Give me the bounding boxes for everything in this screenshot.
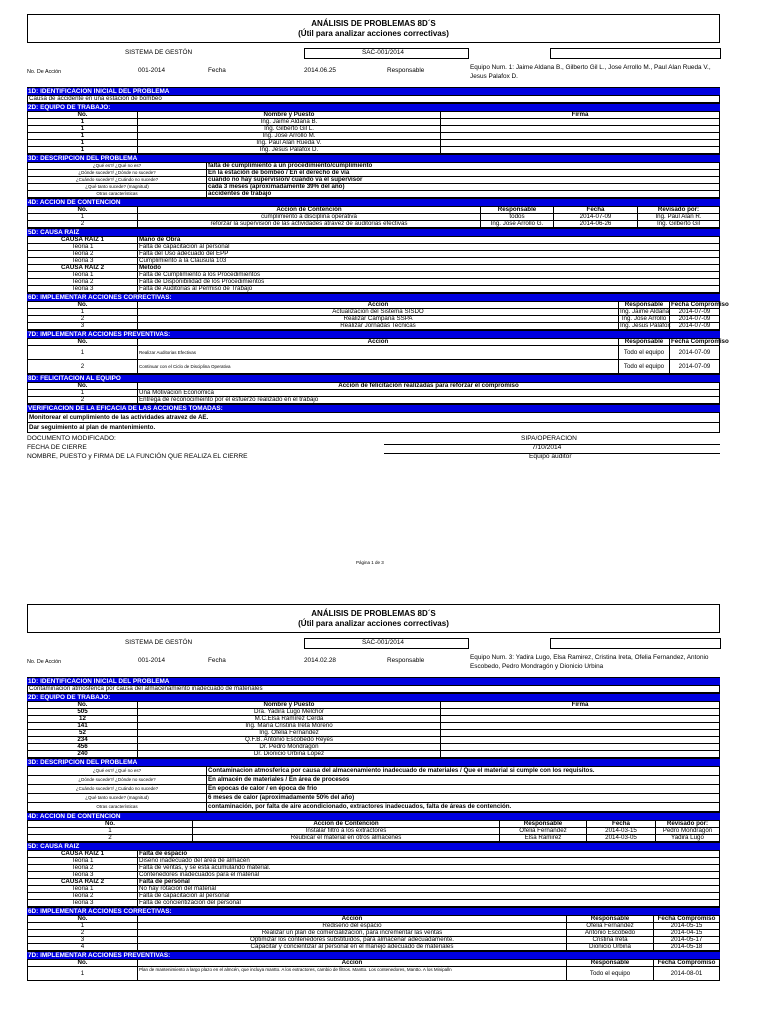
verification-table: Monitorear el cumplimiento de las actividades atravez de AE. Dar seguimiento al plan de mantenimiento. [27, 412, 720, 433]
table-row: 2 reforzar la supervisión de las actividades atravez de auditorias efectivas Ing. Jose Arrollo G. 2014-06-26 Ing. Gilberto Gil [28, 221, 720, 228]
table-row: Teoria 1 No hay rotación del material [28, 886, 720, 893]
d2-team-table: No. Nombre y Puesto Firma 1 Ing. Jaime Aldana B. 1 Ing. Gilberto Gil L. 1 Ing. Jose Arrollo M. 1 Ing. Paul Alan Rueda V. 1 Ing. Jesus Palafox D. [27, 111, 720, 154]
table-row: ¿Qué tanto sucede? (magnitud) 6 meses de calor (aproximadamente 50% del año) [28, 794, 720, 803]
d5-root-cause-table [27, 236, 720, 293]
table-row: 1 Rediseño del espacio Ofelia Fernandez 2014-05-15 [28, 923, 720, 930]
report-subtitle: (Útil para analizar acciones correctivas) [298, 29, 449, 38]
date-label: Fecha [208, 657, 226, 664]
table-row: 1 Plan de mantenimiento a largo plazo en el almcén, que incluya mantto. A los extractores, cambio de filtros. Mantto. Los contenedores, Mantto. A los Minipalln Todo el equipo 2014-08-01 [28, 967, 720, 981]
d3-description-table [27, 766, 720, 812]
report-title: ANÁLISIS DE PROBLEMAS 8D´S [311, 609, 436, 618]
report-title-box [27, 14, 720, 43]
d1-header: 1D: IDENTIFICACION INICIAL DEL PROBLEMA [27, 87, 720, 95]
table-row: ¿Qué es?/ ¿Qué no es? falta de cumplimiento a un procedimiento/cumplimiento [28, 163, 720, 170]
table-row: ¿Dónde sucede?/ ¿Dónde no sucede? En la estación de bombeo / En el derecho de via [28, 170, 720, 177]
table-row: 1 Actualizacion del Sistema SISDO Ing. Jaime Aldana 2014-07-09 [28, 309, 720, 316]
action-no: 001-2014 [138, 657, 166, 664]
table-row: 1 Ing. Jaime Aldana B. [28, 119, 720, 126]
d7-header: 7D: IMPLEMENTAR ACCIONES PREVENTIVAS: [27, 951, 720, 959]
d1-header: 1D: IDENTIFICACION INICIAL DEL PROBLEMA [27, 677, 720, 685]
table-row: Teoria 3 Cumplimiento a la Clausula 103 [28, 258, 720, 265]
d1-text: Causa de accidente en una estacion de bombeo [28, 96, 720, 103]
system-label: SISTEMA DE GESTÓN [125, 49, 193, 56]
table-row: 1 Instalar filtro a los extractores Ofelia Fernandez 2014-03-15 Pedro Mondragón [28, 828, 720, 835]
table-row: Teoria 3 Falta de concientización del personal [28, 900, 720, 907]
d6-corrective-table: No. Accion Responsable Fecha Compromiso 1 Rediseño del espacio Ofelia Fernandez 2014-05-15 2 Realizar un plan de comercialización, para incrementar las ventas Antonio Escobedo 2014-04-15 3 Optimizar los contenedores substituidos, para almacenar adecuadamente. Cristina Ireta 2014-05-17 4 Capacitar y concientizar al personal en el manejo adecuado de materiales Dionicio Urbina 2014-05-18 [27, 915, 720, 951]
system-label: SISTEMA DE GESTÓN [125, 639, 193, 646]
table-row: Teoria 2 Falta de capacitación al personal [28, 893, 720, 900]
table-row: 3 Optimizar los contenedores substituidos, para almacenar adecuadamente. Cristina Ireta 2014-05-17 [28, 937, 720, 944]
table-row: CAUSA RAIZ 1 Falta de espacio [28, 851, 720, 858]
table-row: 1 Una Motivacion Economica [28, 390, 720, 397]
d7-header: 7D: IMPLEMENTAR ACCIONES PREVENTIVAS: [27, 330, 720, 338]
d3-description-table [27, 162, 720, 198]
table-row: CAUSA RAIZ 2 Falta de personal [28, 879, 720, 886]
table-row: 4 Capacitar y concientizar al personal en el manejo adecuado de materiales Dionicio Urbina 2014-05-18 [28, 944, 720, 951]
modified-label: DOCUMENTO MODIFICADO: [27, 435, 116, 442]
d2-header: 2D: EQUIPO DE TRABAJO: [27, 103, 720, 111]
table-row: 2 Realizar Campaña SSPA Ing. Jose Arrollo 2014-07-09 [28, 316, 720, 323]
report-title: ANÁLISIS DE PROBLEMAS 8D´S [311, 19, 436, 28]
report-footer [27, 433, 720, 473]
close-date-label: FECHA DE CIERRE [27, 444, 87, 451]
table-row: 1 Ing. Jesus Palafox D. [28, 147, 720, 154]
footer-close-date: 7/10/2014 [532, 444, 562, 451]
table-row: 2 Realizar un plan de comercialización, para incrementar las ventas Antonio Escobedo 2014-04-15 [28, 930, 720, 937]
table-row: 1 Ing. Paul Alan Rueda V. [28, 140, 720, 147]
table-row: 141 Ing. María Cristina Ireta Moreno [28, 723, 720, 730]
document-code: SAC-001/2014 [362, 639, 404, 646]
d5-header: 5D: CAUSA RAIZ [27, 228, 720, 236]
table-row: 505 Dra. Yadira Lugo Melchor [28, 709, 720, 716]
document-code: SAC-001/2014 [362, 49, 404, 56]
d6-corrective-table: No. Accion Responsable Fecha Compromiso 1 Actualizacion del Sistema SISDO Ing. Jaime Aldana 2014-07-09 2 Realizar Campaña SSPA Ing. Jose Arrollo 2014-07-09 3 Realizar Jornadas Tecnicas Ing. Jesus Palafox 2014-07-09 [27, 301, 720, 330]
d7-preventive-table: No. Accion Responsable Fecha Compromiso 1 Plan de mantenimiento a largo plazo en el almcén, que incluya mantto. A los extractores, cambio de filtros. Mantto. Los contenedores, Mantto. A los Minipalln Todo el equipo 2014-08-01 [27, 959, 720, 981]
report-subtitle: (Útil para analizar acciones correctivas) [298, 619, 449, 628]
table-row: 456 Dr. Pedro Mondragón [28, 744, 720, 751]
d4-containment-table: No. Accion de Contención Responsable Fecha Revisado por: 1 Instalar filtro a los extractores Ofelia Fernandez 2014-03-15 Pedro Mondragón 2 Reubicar el material en otros almacenes Elsa Ramirez 2014-03-05 Yadira Lugo [27, 820, 720, 842]
table-row: Teoria 2 Falta de Disponibilidad de los Procedimientos [28, 279, 720, 286]
table-row: Teoria 2 Falta de ventas, y se esta acumulando material. [28, 865, 720, 872]
table-row: CAUSA RAIZ 1 Mano de Obra [28, 237, 720, 244]
report-date: 2014.06.25 [304, 67, 336, 74]
table-row: ¿Cuándo sucede?/ ¿Cuándo no sucede? cuando no hay supervision/ cuando va el supervisor [28, 177, 720, 184]
table-row: ¿Qué tanto sucede? (magnitud) cada 3 meses (aproximadamente 39% del año) [28, 184, 720, 191]
table-row: ¿Qué es?/ ¿Qué no es? Contaminacion atmosferica por causa del almacenamiento inadecuado de materiales / Que el material si cumple con los requisitos. [28, 767, 720, 776]
table-row: 2 Reubicar el material en otros almacenes Elsa Ramirez 2014-03-05 Yadira Lugo [28, 835, 720, 842]
responsible-label: Responsable [387, 657, 425, 664]
closer-label: NOMBRE, PUESTO y FIRMA DE LA FUNCIÓN QUE REALIZA EL CIERRE [27, 453, 248, 460]
d8-recognition-table: No. Acción de felicitación realizadas para reforzar el compromiso 1 Una Motivacion Economica 2 Entrega de reconocimeinto por el esfuerzo realizado en el trabajo [27, 382, 720, 404]
action-no-label: No. De Acción [27, 69, 62, 75]
footer-area: SIPA/OPERACION [521, 435, 577, 442]
d8-header: 8D: FELICITACION AL EQUIPO [27, 374, 720, 382]
report-header [27, 633, 720, 677]
table-row: 1 cumplimiento a disciplina operativa todos 2014-07-09 Ing. Paul Alan R. [28, 214, 720, 221]
table-row: 234 Q.F.B. Antonio Escobedo Reyes [28, 737, 720, 744]
action-no-label: No. De Acción [27, 659, 62, 665]
table-row: 240 Dr. Dionicio Urbina López [28, 751, 720, 758]
table-row: Otras características contaminación, por falta de aire acondicionado, extractores inadecuados, falta de áreas de contención. [28, 803, 720, 812]
d3-header: 3D: DESCRIPCION DEL PROBLEMA [27, 758, 720, 766]
d5-header: 5D: CAUSA RAIZ [27, 842, 720, 850]
table-row: Teoria 2 Falta del Uso adecuado del EPP [28, 251, 720, 258]
table-row: 3 Realizar Jornadas Tecnicas Ing. Jesus Palafox 2014-07-09 [28, 323, 720, 330]
d1-text: Contaminacion atmosférica por causa del almacenamiento inadecuado de materiales [28, 686, 720, 693]
table-row: 1 Ing. Jose Arrollo M. [28, 133, 720, 140]
table-row: 52 Ing. Ofelia Fernandez [28, 730, 720, 737]
table-row: 2 Continuar con el Ciclo de Disciplina Operativa Todo el equipo 2014-07-09 [28, 360, 720, 374]
d3-header: 3D: DESCRIPCION DEL PROBLEMA [27, 154, 720, 162]
table-row: Otras características accidentes de trabajo [28, 191, 720, 198]
d7-preventive-table: No. Accion Responsable Fecha Compromiso 1 Realizar Auditorias Efectivas Todo el equipo 2014-07-09 2 Continuar con el Ciclo de Disciplina Operativa Todo el equipo 2014-07-09 [27, 338, 720, 374]
table-row: ¿Cuándo sucede?/ ¿Cuándo no sucede? En epocas de calor / en época de frio [28, 785, 720, 794]
report-header [27, 43, 720, 87]
table-row: Teoria 1 Diseño inadecuado del área de almacén [28, 858, 720, 865]
report-date: 2014.02.28 [304, 657, 336, 664]
team-description: Equipo Num. 1: Jaime Aldana B., Gilberto Gil L., Jose Arrollo M., Paul Alan Rueda V., Jesus Palafox D. [470, 64, 711, 80]
team-description: Equipo Num. 3: Yadira Lugo, Elsa Ramirez, Cristina Ireta, Ofelia Fernandez, Antonio Escobedo, Pedro Mondragón y Dionicio Urbina [470, 654, 709, 670]
table-row: 1 Ing. Gilberto Gil L. [28, 126, 720, 133]
table-row: Teoria 3 Contenedores inadecuados para el material [28, 872, 720, 879]
report-page-2 [27, 604, 720, 981]
report-page-1 [27, 14, 729, 473]
table-row: CAUSA RAIZ 2 Metodo [28, 265, 720, 272]
table-row: ¿Dónde sucede?/ ¿Dónde no sucede? En almacén de materiales / En área de procesos [28, 776, 720, 785]
footer-auditor: Equipo auditor [529, 453, 572, 460]
table-row: Teoria 1 Falta de capacitación al personal [28, 244, 720, 251]
date-label: Fecha [208, 67, 226, 74]
action-no: 001-2014 [138, 67, 166, 74]
d4-containment-table: No. Acción de Contención Responsable Fecha Revisado por: 1 cumplimiento a disciplina operativa todos 2014-07-09 Ing. Paul Alan R. 2 reforzar la supervisión de las actividades atravez de auditorias efectivas Ing. Jose Arrollo G. 2014-06-26 Ing. Gilberto Gil [27, 206, 720, 228]
table-row: 1 Realizar Auditorias Efectivas Todo el equipo 2014-07-09 [28, 346, 720, 360]
d4-header: 4D: ACCION DE CONTENCION [27, 812, 720, 820]
table-row: Teoria 3 Falta de Auditorias al Permiso de Trabajo [28, 286, 720, 293]
d6-header: 6D: IMPLEMENTAR ACCIONES CORRECTIVAS: [27, 907, 720, 915]
d2-header: 2D: EQUIPO DE TRABAJO: [27, 693, 720, 701]
d2-team-table: No. Nombre y Puesto Firma 505 Dra. Yadira Lugo Melchor 12 M.C.Elsa Ramírez Cerda 141 Ing. María Cristina Ireta Moreno 52 Ing. Ofelia Fernandez 234 Q.F.B. Antonio Escobedo Reyes 456 Dr. Pedro Mondragón 240 Dr. Dionicio Urbina López [27, 701, 720, 758]
d5-root-cause-table [27, 850, 720, 907]
table-row: 12 M.C.Elsa Ramírez Cerda [28, 716, 720, 723]
verification-header: VERIFICACION DE LA EFICACIA DE LAS ACCIONES TOMADAS: [27, 404, 720, 412]
table-row: 2 Entrega de reconocimeinto por el esfuerzo realizado en el trabajo [28, 397, 720, 404]
d6-header: 6D: IMPLEMENTAR ACCIONES CORRECTIVAS: [27, 293, 720, 301]
page-number: Página 1 de 3 [356, 560, 384, 565]
responsible-label: Responsable [387, 67, 425, 74]
report-title-box [27, 604, 720, 633]
table-row: Teoria 1 Falta de Cumplimiento a los Procedimientos [28, 272, 720, 279]
d4-header: 4D: ACCION DE CONTENCION [27, 198, 720, 206]
